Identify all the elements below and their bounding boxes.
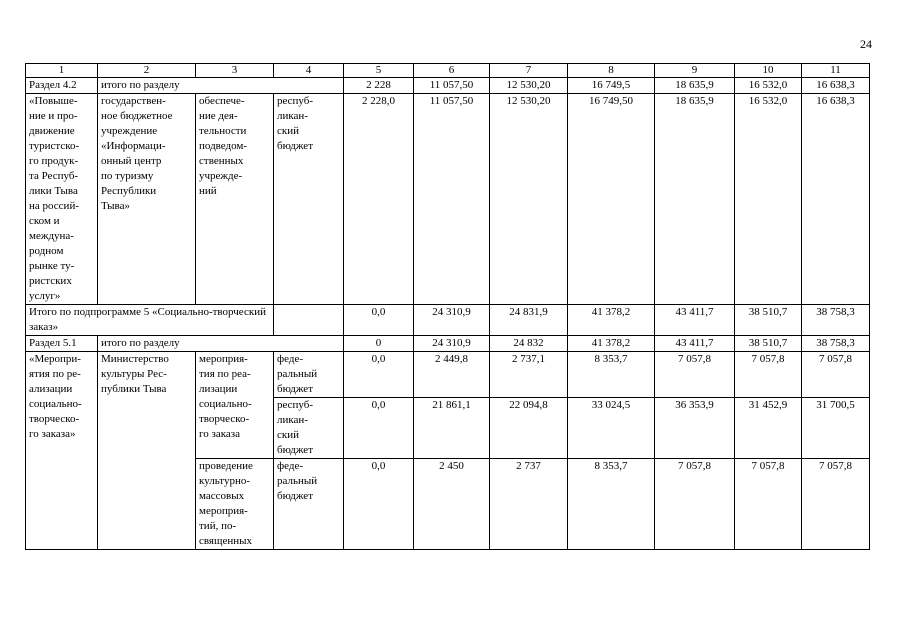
value-cell: 7 057,8: [735, 352, 802, 398]
measure-cell: [196, 94, 274, 305]
value-cell: 16 532,0: [735, 94, 802, 305]
text-line: социально-: [199, 398, 252, 410]
value-cell: 41 378,2: [568, 305, 655, 336]
text-line: лизации: [199, 383, 238, 395]
text-line: подведом-: [199, 140, 248, 152]
text-line: та Респуб-: [29, 170, 79, 182]
column-number: 7: [490, 64, 568, 78]
text-line: учрежде-: [199, 170, 243, 182]
text-line: ятия по ре-: [29, 368, 81, 380]
text-line: «Меропри-: [29, 353, 81, 365]
text-line: ное бюджетное: [101, 110, 173, 122]
text-line: ральный: [277, 475, 318, 487]
value-cell: 33 024,5: [568, 398, 655, 459]
funding-source-cell: [274, 398, 344, 459]
value-cell: 16 638,3: [802, 94, 870, 305]
text-line: массовых: [199, 490, 245, 502]
value-cell: 2 450: [414, 459, 490, 550]
value-cell: 8 353,7: [568, 352, 655, 398]
text-line: мероприя-: [199, 505, 248, 517]
value-cell: 11 057,50: [414, 78, 490, 94]
text-line: «Информаци-: [101, 140, 166, 152]
section-total-label: итого по разделу: [98, 78, 344, 94]
text-line: творческо-: [29, 413, 80, 425]
value-cell: 38 758,3: [802, 336, 870, 352]
measure-cell: [196, 459, 274, 550]
text-line: мероприя-: [199, 353, 248, 365]
executor-cell: [98, 352, 196, 550]
page-number: 24: [860, 37, 872, 51]
text-line: ний: [199, 185, 217, 197]
text-line: го заказа: [199, 428, 241, 440]
text-line: Министерство: [101, 353, 169, 365]
text-line: культурно-: [199, 475, 251, 487]
budget-table: [25, 63, 870, 550]
text-line: ственных: [199, 155, 244, 167]
value-cell: 12 530,20: [490, 94, 568, 305]
text-line: тий, по-: [199, 520, 237, 532]
table-header-row: [26, 64, 870, 78]
text-line: культуры Рес-: [101, 368, 167, 380]
text-line: ние дея-: [199, 110, 238, 122]
value-cell: 2 228: [344, 78, 414, 94]
text-line: социально-: [29, 398, 82, 410]
text-line: туристско-: [29, 140, 80, 152]
text-line: респуб-: [277, 95, 314, 107]
value-cell: 43 411,7: [655, 336, 735, 352]
value-cell: 7 057,8: [655, 459, 735, 550]
text-line: священных: [199, 535, 253, 547]
text-line: рынке ту-: [29, 260, 75, 272]
section-name: [26, 94, 98, 305]
text-line: ский: [277, 125, 299, 137]
value-cell: 0: [344, 336, 414, 352]
text-line: обеспече-: [199, 95, 245, 107]
table-row: [26, 336, 870, 352]
column-number: 6: [414, 64, 490, 78]
value-cell: 18 635,9: [655, 78, 735, 94]
text-line: проведение: [199, 460, 253, 472]
text-line: ральный: [277, 368, 318, 380]
value-cell: 0,0: [344, 459, 414, 550]
column-number: 8: [568, 64, 655, 78]
text-line: тия по реа-: [199, 368, 251, 380]
funding-source-cell: [274, 352, 344, 398]
text-line: ализации: [29, 383, 73, 395]
value-cell: 38 510,7: [735, 305, 802, 336]
column-number: 4: [274, 64, 344, 78]
value-cell: 0,0: [344, 305, 414, 336]
text-line: движение: [29, 125, 75, 137]
executor-cell: [98, 94, 196, 305]
value-cell: 24 832: [490, 336, 568, 352]
value-cell: 0,0: [344, 398, 414, 459]
value-cell: 7 057,8: [802, 459, 870, 550]
measure-cell: [196, 352, 274, 459]
value-cell: 7 057,8: [735, 459, 802, 550]
text-line: на россий-: [29, 200, 79, 212]
column-number: 3: [196, 64, 274, 78]
table-row: [26, 94, 870, 305]
value-cell: 24 310,9: [414, 336, 490, 352]
text-line: ликан-: [277, 414, 308, 426]
text-line: ском и: [29, 215, 60, 227]
text-line: тельности: [199, 125, 247, 137]
value-cell: 11 057,50: [414, 94, 490, 305]
text-line: междуна-: [29, 230, 74, 242]
text-line: феде-: [277, 353, 304, 365]
funding-source-cell: [274, 94, 344, 305]
value-cell: 16 749,5: [568, 78, 655, 94]
value-cell: 2 228,0: [344, 94, 414, 305]
text-line: феде-: [277, 460, 304, 472]
value-cell: 16 532,0: [735, 78, 802, 94]
value-cell: 41 378,2: [568, 336, 655, 352]
column-number: 10: [735, 64, 802, 78]
value-cell: 31 700,5: [802, 398, 870, 459]
value-cell: 43 411,7: [655, 305, 735, 336]
text-line: бюджет: [277, 140, 313, 152]
text-line: бюджет: [277, 444, 313, 456]
section-label: Раздел 5.1: [26, 336, 98, 352]
section-name: [26, 352, 98, 550]
value-cell: 18 635,9: [655, 94, 735, 305]
value-cell: 0,0: [344, 352, 414, 398]
text-line: услуг»: [29, 290, 61, 302]
text-line: «Повыше-: [29, 95, 78, 107]
table-row: [26, 352, 870, 398]
empty-cell: [274, 305, 344, 336]
text-line: бюджет: [277, 383, 313, 395]
text-line: го заказа»: [29, 428, 76, 440]
value-cell: 2 737: [490, 459, 568, 550]
value-cell: 38 510,7: [735, 336, 802, 352]
value-cell: 36 353,9: [655, 398, 735, 459]
value-cell: 8 353,7: [568, 459, 655, 550]
table-row: [26, 78, 870, 94]
column-number: 9: [655, 64, 735, 78]
text-line: ристских: [29, 275, 72, 287]
value-cell: 22 094,8: [490, 398, 568, 459]
text-line: творческо-: [199, 413, 250, 425]
subprogram-total-label: Итого по подпрограмме 5 «Социально-творческий заказ»: [26, 305, 274, 336]
text-line: государствен-: [101, 95, 166, 107]
value-cell: 16 638,3: [802, 78, 870, 94]
text-line: бюджет: [277, 490, 313, 502]
value-cell: 24 831,9: [490, 305, 568, 336]
column-number: 5: [344, 64, 414, 78]
column-number: 1: [26, 64, 98, 78]
column-number: 2: [98, 64, 196, 78]
text-line: учреждение: [101, 125, 158, 137]
value-cell: 7 057,8: [655, 352, 735, 398]
text-line: онный центр: [101, 155, 162, 167]
value-cell: 2 449,8: [414, 352, 490, 398]
value-cell: 7 057,8: [802, 352, 870, 398]
value-cell: 21 861,1: [414, 398, 490, 459]
table-row: [26, 305, 870, 336]
value-cell: 31 452,9: [735, 398, 802, 459]
text-line: ликан-: [277, 110, 308, 122]
text-line: ние и про-: [29, 110, 78, 122]
value-cell: 38 758,3: [802, 305, 870, 336]
funding-source-cell: [274, 459, 344, 550]
section-total-label: итого по разделу: [98, 336, 344, 352]
value-cell: 16 749,50: [568, 94, 655, 305]
column-number: 11: [802, 64, 870, 78]
text-line: респуб-: [277, 399, 314, 411]
text-line: по туризму: [101, 170, 154, 182]
value-cell: 24 310,9: [414, 305, 490, 336]
text-line: Республики: [101, 185, 157, 197]
value-cell: 12 530,20: [490, 78, 568, 94]
text-line: родном: [29, 245, 64, 257]
text-line: го продук-: [29, 155, 79, 167]
text-line: лики Тыва: [29, 185, 78, 197]
text-line: публики Тыва: [101, 383, 167, 395]
section-label: Раздел 4.2: [26, 78, 98, 94]
text-line: Тыва»: [101, 200, 130, 212]
text-line: ский: [277, 429, 299, 441]
value-cell: 2 737,1: [490, 352, 568, 398]
